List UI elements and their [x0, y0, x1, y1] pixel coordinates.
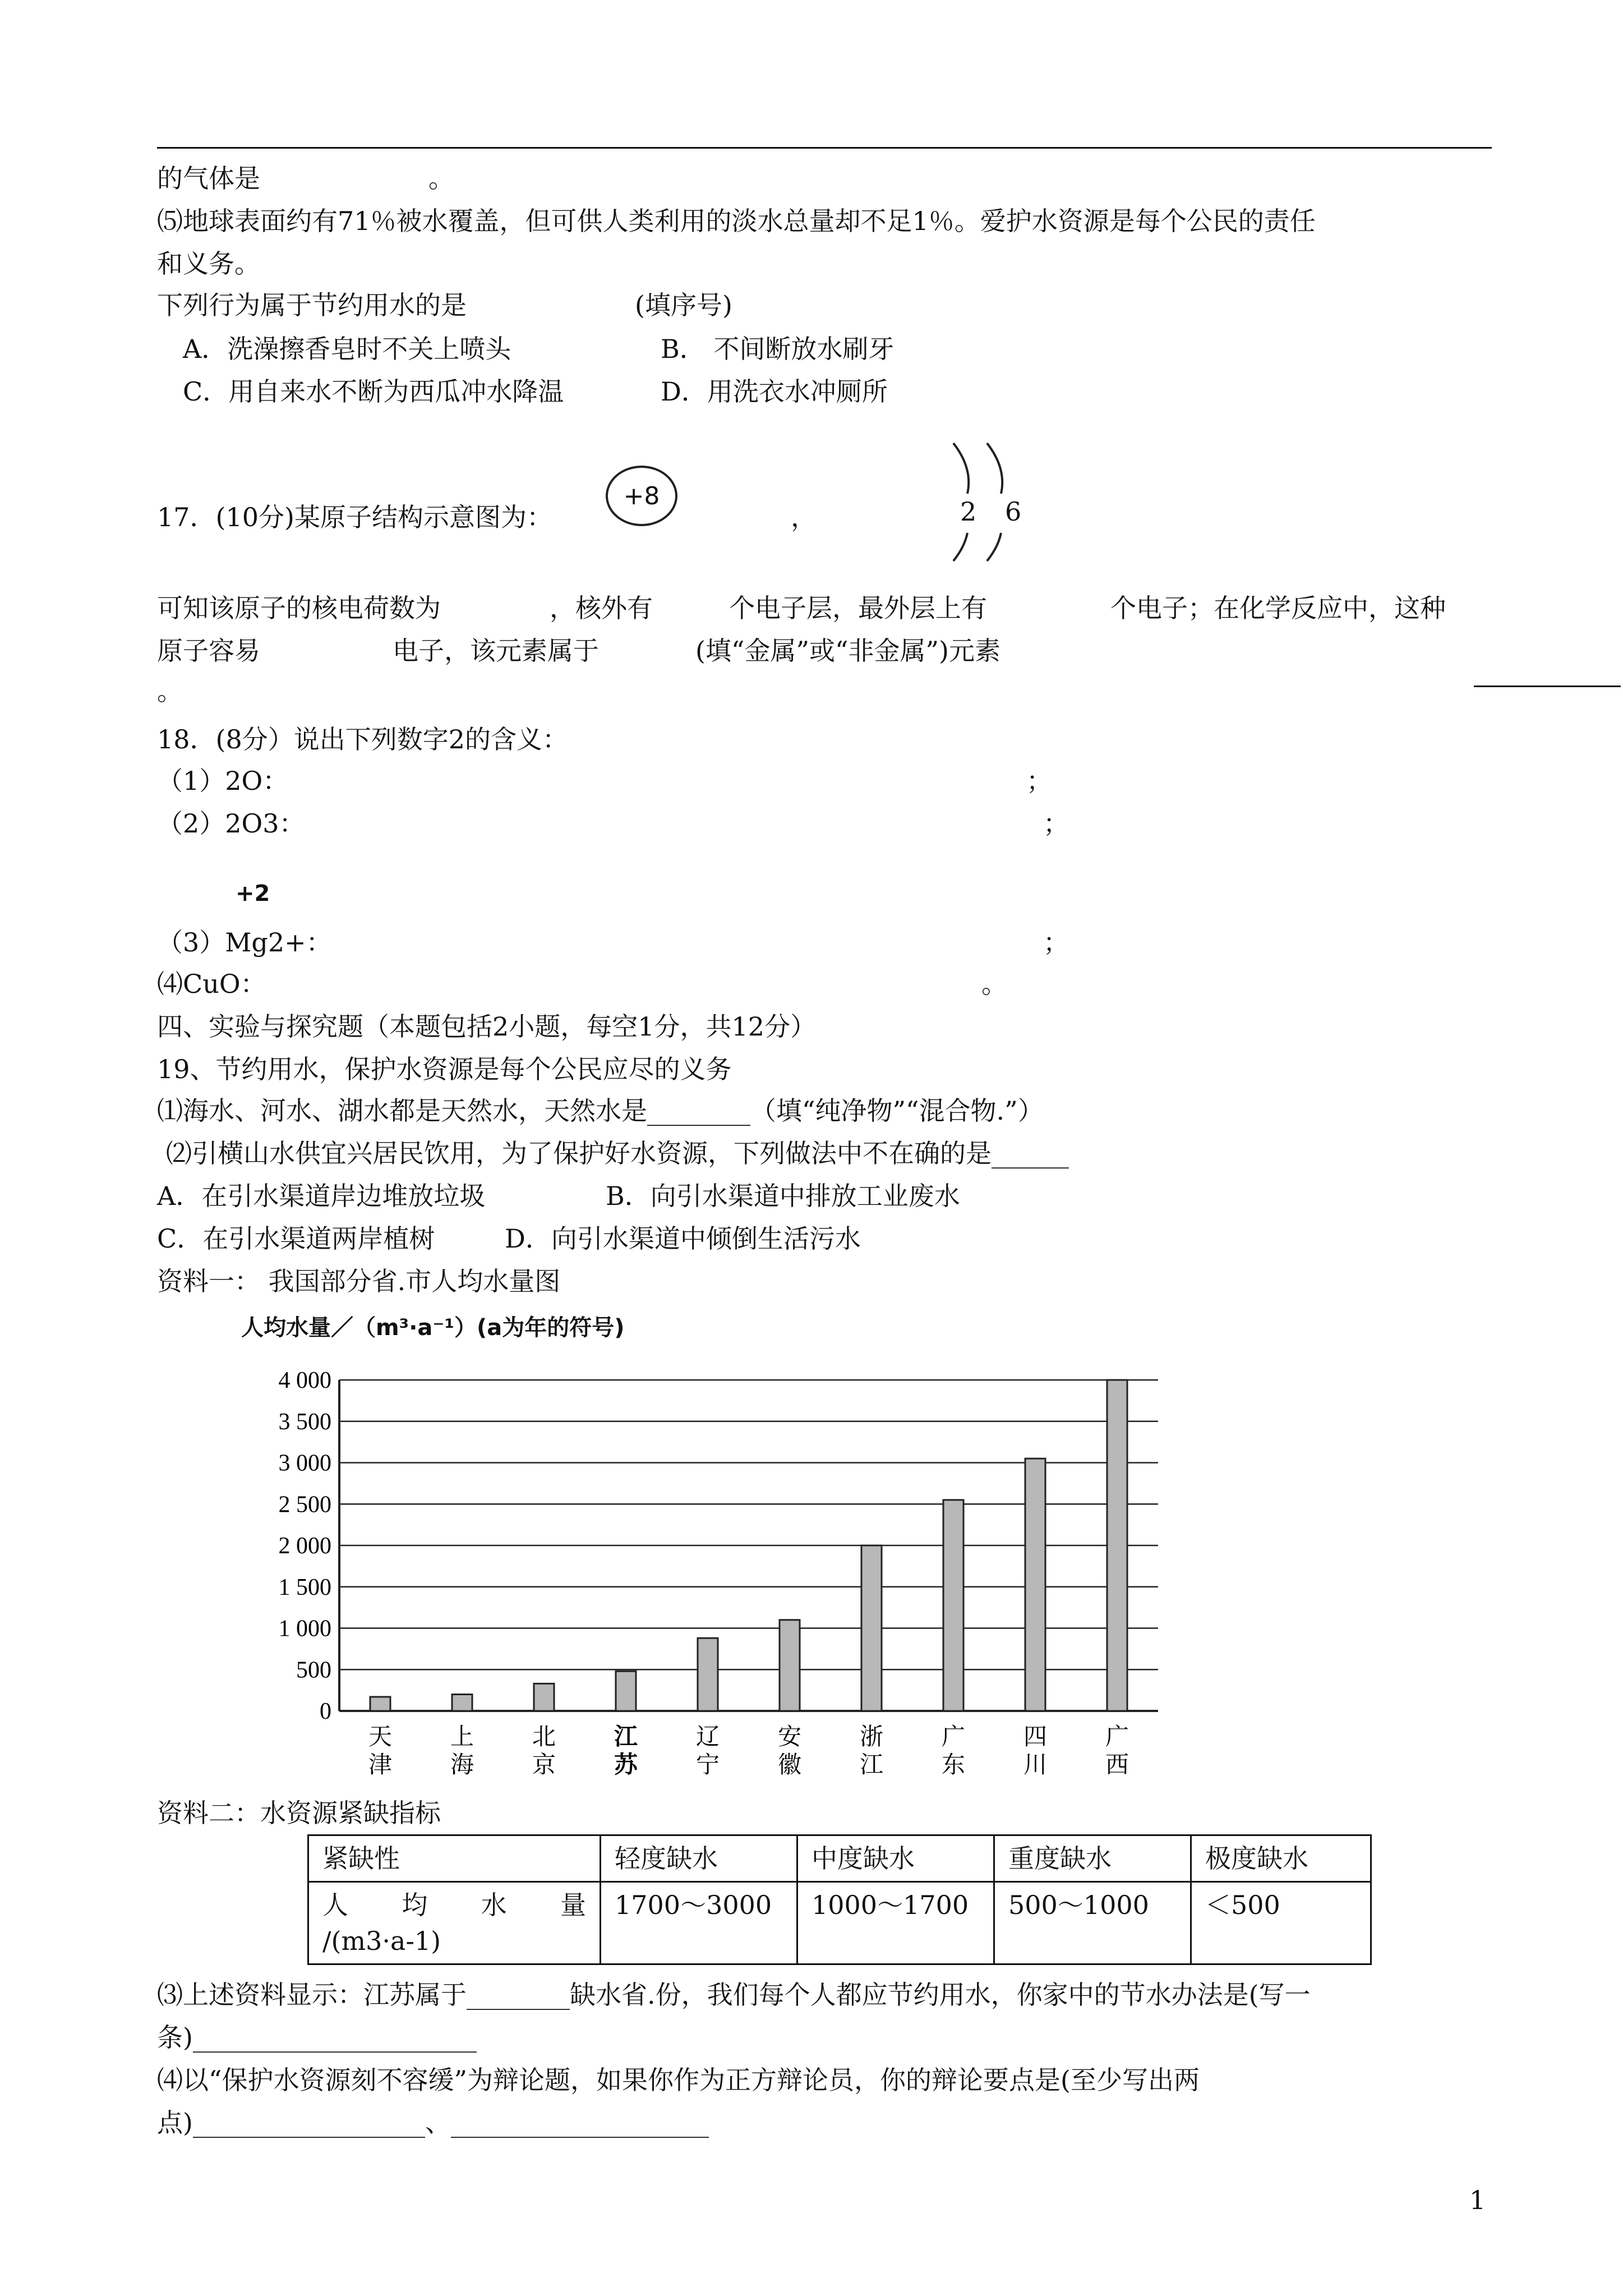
q19-p3-line1: ⑶上述资料显示：江苏属于________缺水省.份，我们每个人都应节约用水，你家中的节水办法是(写一 — [157, 1980, 1311, 2010]
chart-title: 人均水量／（m³·a⁻¹）(a为年的符号) — [241, 1315, 625, 1341]
atom-nucleus: +8 — [606, 466, 677, 526]
q17-line2-b: ，核外有 — [550, 593, 653, 623]
x-category-label: 江 — [859, 1751, 884, 1778]
q18-item-2: （2）2O3： — [157, 808, 305, 839]
table-header-cell: 极度缺水 — [1191, 1835, 1371, 1882]
bar-浙江 — [861, 1545, 882, 1711]
q16-option-d: D．用洗衣水冲厕所 — [661, 376, 888, 407]
y-tick-label: 4 000 — [278, 1368, 331, 1393]
x-category-label: 东 — [941, 1751, 966, 1778]
q16-option-b: B． 不间断放水刷牙 — [661, 334, 895, 364]
q18-item-4-end: 。 — [981, 969, 1007, 999]
page-number: 1 — [1469, 2185, 1486, 2215]
bar-广西 — [1107, 1380, 1127, 1711]
x-category-label: 海 — [450, 1751, 474, 1778]
row-label-char: 均 — [402, 1890, 428, 1920]
y-tick-label: 3 500 — [278, 1409, 331, 1435]
q18-item-2-semi: ； — [1043, 808, 1069, 839]
q18-charge-label: +2 — [236, 881, 270, 907]
y-tick-label: 500 — [296, 1657, 331, 1683]
margin-rule — [1474, 685, 1621, 687]
x-category-label: 京 — [532, 1751, 556, 1778]
q17-line2-a: 可知该原子的核电荷数为 — [157, 593, 441, 623]
x-category-label: 广 — [941, 1723, 966, 1750]
section-4-heading: 四、实验与探究题（本题包括2小题，每空1分，共12分） — [157, 1011, 817, 1042]
x-category-label: 宁 — [695, 1751, 720, 1778]
table-header-cell: 中度缺水 — [797, 1835, 994, 1882]
q17-line3-b: 电子，该元素属于 — [393, 636, 599, 666]
q19-option-d: D．向引水渠道中倾倒生活污水 — [505, 1223, 861, 1254]
q19-p4-line1: ⑷以“保护水资源刻不容缓”为辩论题，如果你作为正方辩论员，你的辩论要点是(至少写出两 — [157, 2065, 1200, 2095]
x-category-label: 四 — [1023, 1723, 1048, 1750]
table-cell: 500～1000 — [994, 1882, 1191, 1964]
q16-p5-line1: ⑸地球表面约有71％被水覆盖，但可供人类利用的淡水总量却不足1％。爱护水资源是每个公民的责任 — [157, 206, 1316, 236]
row-label-char: 水 — [481, 1890, 507, 1920]
shell-1-electrons: 2 — [960, 496, 977, 527]
bar-天津 — [370, 1697, 390, 1711]
q16-gas-line: 的气体是 。 — [157, 163, 454, 194]
q18-item-4: ⑷CuO： — [157, 969, 266, 999]
x-category-label: 江 — [614, 1723, 638, 1750]
q17-line3-c: (填“金属”或“非金属”)元素 — [695, 636, 1000, 666]
y-tick-label: 0 — [320, 1699, 331, 1724]
bar-江苏 — [616, 1671, 636, 1711]
q18-stem: 18．(8分）说出下列数字2的含义： — [157, 724, 569, 754]
q19-p3-line2: 条)______________________ — [157, 2022, 477, 2053]
table-header-row — [308, 1835, 1371, 1882]
x-category-label: 川 — [1023, 1751, 1048, 1778]
q19-stem: 19、节约用水，保护水资源是每个公民应尽的义务 — [157, 1054, 732, 1084]
x-category-label: 苏 — [614, 1751, 638, 1778]
bar-上海 — [452, 1695, 472, 1711]
header-rule — [157, 147, 1492, 149]
material-1-caption: 资料一： 我国部分省.市人均水量图 — [157, 1266, 561, 1296]
x-category-label: 浙 — [859, 1723, 884, 1750]
x-category-label: 津 — [368, 1751, 393, 1778]
q17-line3-a: 原子容易 — [157, 636, 260, 666]
q19-p1: ⑴海水、河水、湖水都是天然水，天然水是________（填“纯净物”“混合物.”） — [157, 1096, 1044, 1126]
y-tick-label: 3 000 — [278, 1450, 331, 1476]
x-category-label: 辽 — [695, 1723, 720, 1750]
row-label-char: 人 — [322, 1890, 348, 1920]
x-category-label: 徽 — [777, 1751, 802, 1778]
table-header-cell: 轻度缺水 — [601, 1835, 797, 1882]
x-category-label: 西 — [1105, 1751, 1129, 1778]
y-tick-label: 2 000 — [278, 1533, 331, 1559]
y-tick-label: 1 000 — [278, 1616, 331, 1642]
bar-广东 — [943, 1500, 963, 1711]
x-category-label: 安 — [777, 1723, 802, 1750]
row-label-spread — [322, 1887, 586, 1923]
bar-辽宁 — [698, 1638, 718, 1711]
table-cell: 1700～3000 — [601, 1882, 797, 1964]
y-tick-label: 2 500 — [278, 1492, 331, 1518]
q19-option-b: B．向引水渠道中排放工业废水 — [606, 1181, 960, 1211]
table-header-cell: 紧缺性 — [308, 1835, 601, 1882]
q18-item-3: （3）Mg2+： — [157, 927, 332, 958]
row-label-unit: /(m3·a-1) — [322, 1926, 441, 1956]
material-2-caption: 资料二：水资源紧缺指标 — [157, 1798, 441, 1828]
x-category-label: 北 — [532, 1723, 556, 1750]
q19-option-c: C．在引水渠道两岸植树 — [157, 1223, 435, 1254]
q16-hint: (填序号) — [635, 290, 732, 320]
q18-item-1: （1）2O： — [157, 766, 289, 796]
q17-line2-d: 个电子；在化学反应中，这种 — [1110, 593, 1446, 623]
q17-comma: ， — [791, 502, 817, 532]
y-tick-label: 1 500 — [278, 1574, 331, 1600]
q17-line2-c: 个电子层，最外层上有 — [729, 593, 987, 623]
q17-stem: 17．(10分)某原子结构示意图为： — [157, 502, 552, 532]
bar-北京 — [534, 1683, 554, 1711]
x-category-label: 上 — [450, 1723, 474, 1750]
scarcity-table — [307, 1834, 1372, 1965]
table-row — [308, 1882, 1371, 1964]
q19-p2: ⑵引横山水供宜兴居民饮用，为了保护好水资源，下列做法中不在确的是______ — [166, 1138, 1069, 1168]
q19-p4-line2: 点)__________________、____________________ — [157, 2108, 709, 2138]
table-cell: ＜500 — [1191, 1882, 1371, 1964]
q17-line4: 。 — [157, 676, 183, 706]
table-cell: 1000～1700 — [797, 1882, 994, 1964]
q16-option-c: C．用自来水不断为西瓜冲水降温 — [183, 376, 564, 407]
q18-item-1-semi: ； — [1026, 766, 1052, 796]
q16-option-a: A．洗澡擦香皂时不关上喷头 — [183, 334, 511, 364]
q19-option-a: A．在引水渠道岸边堆放垃圾 — [157, 1181, 486, 1211]
q18-item-3-semi: ； — [1043, 927, 1069, 958]
row-label-char: 量 — [560, 1890, 586, 1920]
q16-p5-line2: 和义务。 — [157, 249, 260, 279]
table-header-cell: 重度缺水 — [994, 1835, 1191, 1882]
bar-安徽 — [780, 1620, 800, 1711]
q16-p5-line3: 下列行为属于节约用水的是 (填序号) — [157, 290, 732, 320]
shell-2-electrons: 6 — [1005, 496, 1022, 527]
water-per-capita-chart — [224, 1301, 1178, 1806]
x-category-label: 广 — [1105, 1723, 1129, 1750]
table-row-label — [308, 1882, 601, 1964]
bar-四川 — [1025, 1458, 1045, 1711]
x-category-label: 天 — [368, 1723, 393, 1750]
